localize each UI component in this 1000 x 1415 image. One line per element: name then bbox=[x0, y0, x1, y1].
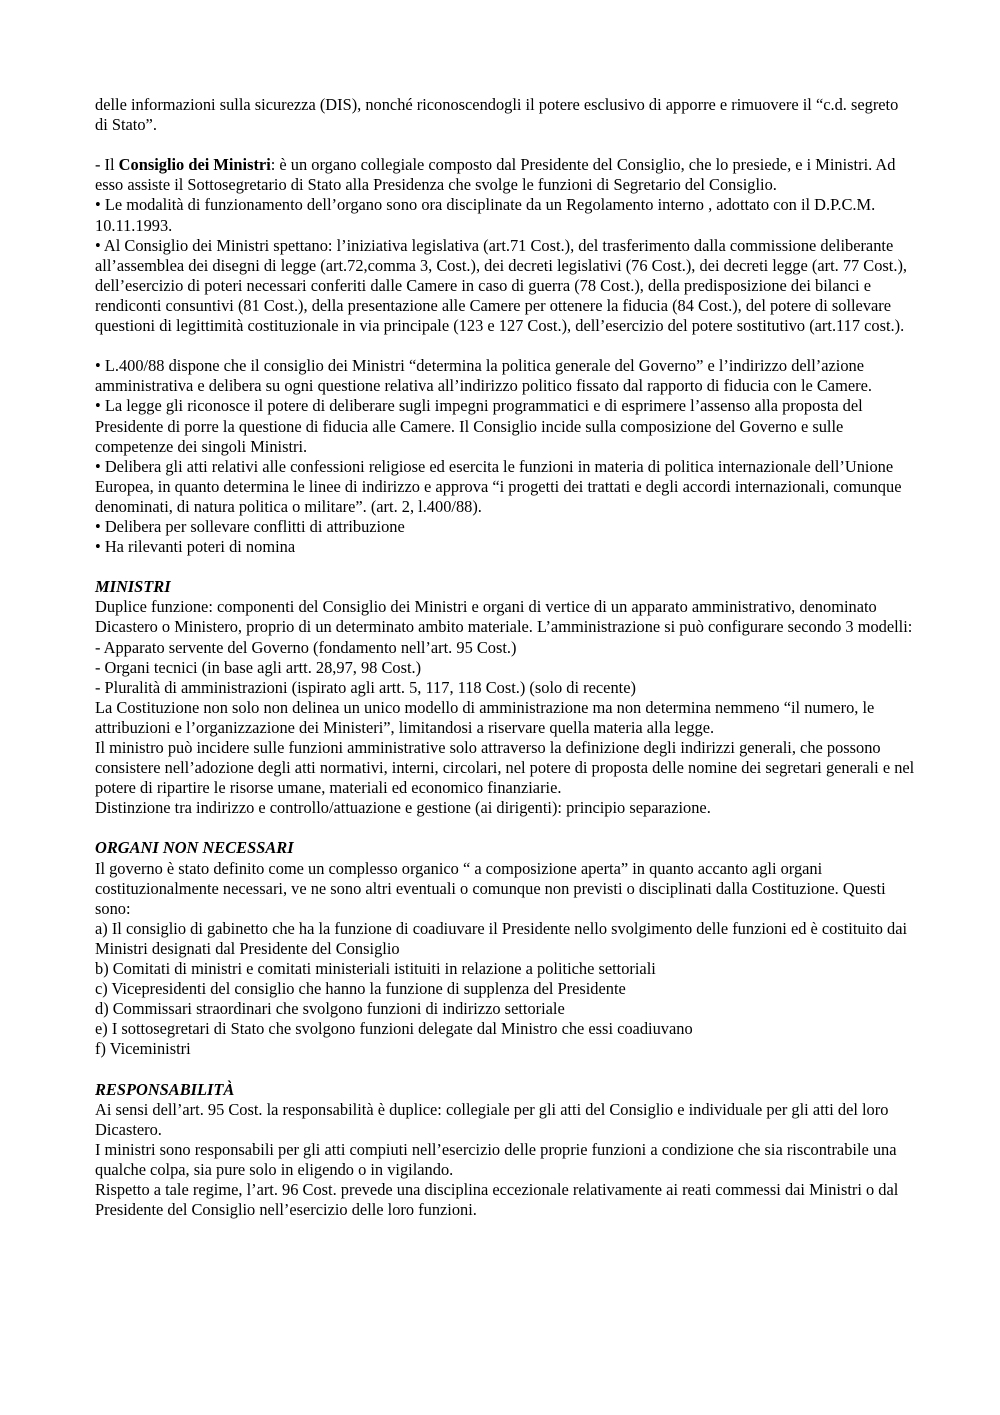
consiglio-bullet: • La legge gli riconosce il potere di deliberare sugli impegni programmatici e di esprimere l’assenso alla proposta del Presidente di porre la questione di fiducia alle Camere. Il Consiglio incide sulla composizione del Governo e sulle competenze dei singoli Ministri. bbox=[95, 396, 863, 456]
organi-line: d) Commissari straordinari che svolgono funzioni di indirizzo settoriale bbox=[95, 999, 565, 1019]
organi-line: e) I sottosegretari di Stato che svolgono funzioni delegate dal Ministro che essi coadiuvano bbox=[95, 1019, 693, 1039]
consiglio-bullet: • Le modalità di funzionamento dell’organo sono ora disciplinate da un Regolamento interno , adottato con il D.P.C.M. 10.11.1993. bbox=[95, 195, 876, 235]
organi-line: a) Il consiglio di gabinetto che ha la funzione di coadiuvare il Presidente nello svolgimento delle funzioni ed è costituito dai Ministri designati dal Presidente del Consiglio bbox=[95, 918, 908, 958]
organi-line: c) Vicepresidenti del consiglio che hanno la funzione di supplenza del Presidente bbox=[95, 979, 626, 999]
organi-line: Il governo è stato definito come un complesso organico “ a composizione aperta” in quanto accanto agli organi costituzionalmente necessari, ve ne sono altri eventuali o comunque non previsti o disciplinati dalla Costituzione. Questi sono: bbox=[95, 858, 886, 918]
responsabilita-line: I ministri sono responsabili per gli atti compiuti nell’esercizio delle proprie funzioni a condizione che sia riscontrabile una qualche colpa, sia pure solo in eligendo o in vigilando. bbox=[95, 1139, 897, 1179]
ministri-line: - Organi tecnici (in base agli artt. 28,97, 98 Cost.) bbox=[95, 657, 422, 677]
intro-paragraph: delle informazioni sulla sicurezza (DIS), nonché riconoscendogli il potere esclusivo di apporre e rimuovere il “c.d. segreto di Stato”. bbox=[95, 95, 899, 135]
paragraph-gap bbox=[95, 135, 915, 155]
consiglio-prefix: - Il bbox=[95, 155, 119, 175]
section-heading-ministri: MINISTRI bbox=[95, 577, 171, 597]
consiglio-bullet: • Al Consiglio dei Ministri spettano: l’iniziativa legislativa (art.71 Cost.), del trasferimento dalla commissione deliberante all’assemblea dei disegni di legge (art.72,comma 3, Cost.), dei decreti legislativi (76 Cost.), dei decreti legge (art. 77 Cost.), dell’esercizio di poteri necessari conferiti dalle Camere in caso di guerra (78 Cost.), della predisposizione dei bilanci e rendiconti consuntivi (81 Cost.), della presentazione alle Camere per ottenere la fiducia (84 Cost.), del potere di sollevare questioni di legittimità costituzionale in via principale (123 e 127 Cost.), dell’esercizio del potere sostitutivo (art.117 cost.). bbox=[95, 235, 908, 336]
ministri-line: La Costituzione non solo non delinea un unico modello di amministrazione ma non determina nemmeno “il numero, le attribuzioni e l’organizzazione dei Ministeri”, limitandosi a riservare quella materia alla legge. bbox=[95, 697, 875, 737]
paragraph-gap bbox=[95, 557, 915, 577]
consiglio-bullet: • Delibera gli atti relativi alle confessioni religiose ed esercita le funzioni in materia di politica internazionale dell’Unione Europea, in quanto determina le linee di indirizzo e approva “i progetti dei trattati e degli accordi internazionali, comunque denominati, di natura politica o militare”. (art. 2, l.400/88). bbox=[95, 456, 902, 516]
consiglio-term: Consiglio dei Ministri bbox=[118, 155, 271, 175]
consiglio-rest: : è un organo collegiale composto dal Presidente del Consiglio, che lo presiede, e i Ministri. Ad esso assiste il Sottosegretario di Stato alla Presidenza che svolge le funzioni di Segretario del Consiglio. bbox=[95, 155, 896, 195]
ministri-line: Duplice funzione: componenti del Consiglio dei Ministri e organi di vertice di un apparato amministrativo, denominato Dicastero o Ministero, proprio di un determinato ambito materiale. L’amministrazione si può configurare secondo 3 modelli: bbox=[95, 597, 913, 637]
ministri-line: - Pluralità di amministrazioni (ispirato agli artt. 5, 117, 118 Cost.) (solo di recente) bbox=[95, 677, 636, 697]
organi-line: f) Viceministri bbox=[95, 1039, 191, 1059]
responsabilita-line: Rispetto a tale regime, l’art. 96 Cost. prevede una disciplina eccezionale relativamente ai reati commessi dai Ministri o dal Presidente del Consiglio nell’esercizio delle loro funzioni. bbox=[95, 1180, 899, 1220]
consiglio-bullet: • L.400/88 dispone che il consiglio dei Ministri “determina la politica generale del Governo” e l’indirizzo dell’azione amministrativa e delibera su ogni questione relativa all’indirizzo politico fissato dal rapporto di fiducia con le Camere. bbox=[95, 356, 872, 396]
ministri-line: - Apparato servente del Governo (fondamento nell’art. 95 Cost.) bbox=[95, 637, 517, 657]
consiglio-bullet: • Ha rilevanti poteri di nomina bbox=[95, 537, 296, 557]
paragraph-gap bbox=[95, 1060, 915, 1080]
paragraph-gap bbox=[95, 336, 915, 356]
consiglio-definition bbox=[95, 155, 915, 195]
consiglio-bullet: • Delibera per sollevare conflitti di attribuzione bbox=[95, 516, 405, 536]
section-heading-responsabilita: RESPONSABILITÀ bbox=[95, 1079, 235, 1099]
responsabilita-line: Ai sensi dell’art. 95 Cost. la responsabilità è duplice: collegiale per gli atti del Consiglio e individuale per gli atti del loro Dicastero. bbox=[95, 1099, 889, 1139]
section-heading-organi: ORGANI NON NECESSARI bbox=[95, 838, 294, 858]
ministri-line: Distinzione tra indirizzo e controllo/attuazione e gestione (ai dirigenti): principio separazione. bbox=[95, 798, 711, 818]
document-page bbox=[95, 95, 915, 1220]
paragraph-gap bbox=[95, 818, 915, 838]
organi-line: b) Comitati di ministri e comitati ministeriali istituiti in relazione a politiche settoriali bbox=[95, 959, 656, 979]
ministri-line: Il ministro può incidere sulle funzioni amministrative solo attraverso la definizione degli indirizzi generali, che possono consistere nell’adozione degli atti normativi, interni, circolari, nel potere di proposta delle nomine dei segretari generali e nel potere di ripartire le risorse umane, materiali ed economico finanziarie. bbox=[95, 738, 915, 798]
